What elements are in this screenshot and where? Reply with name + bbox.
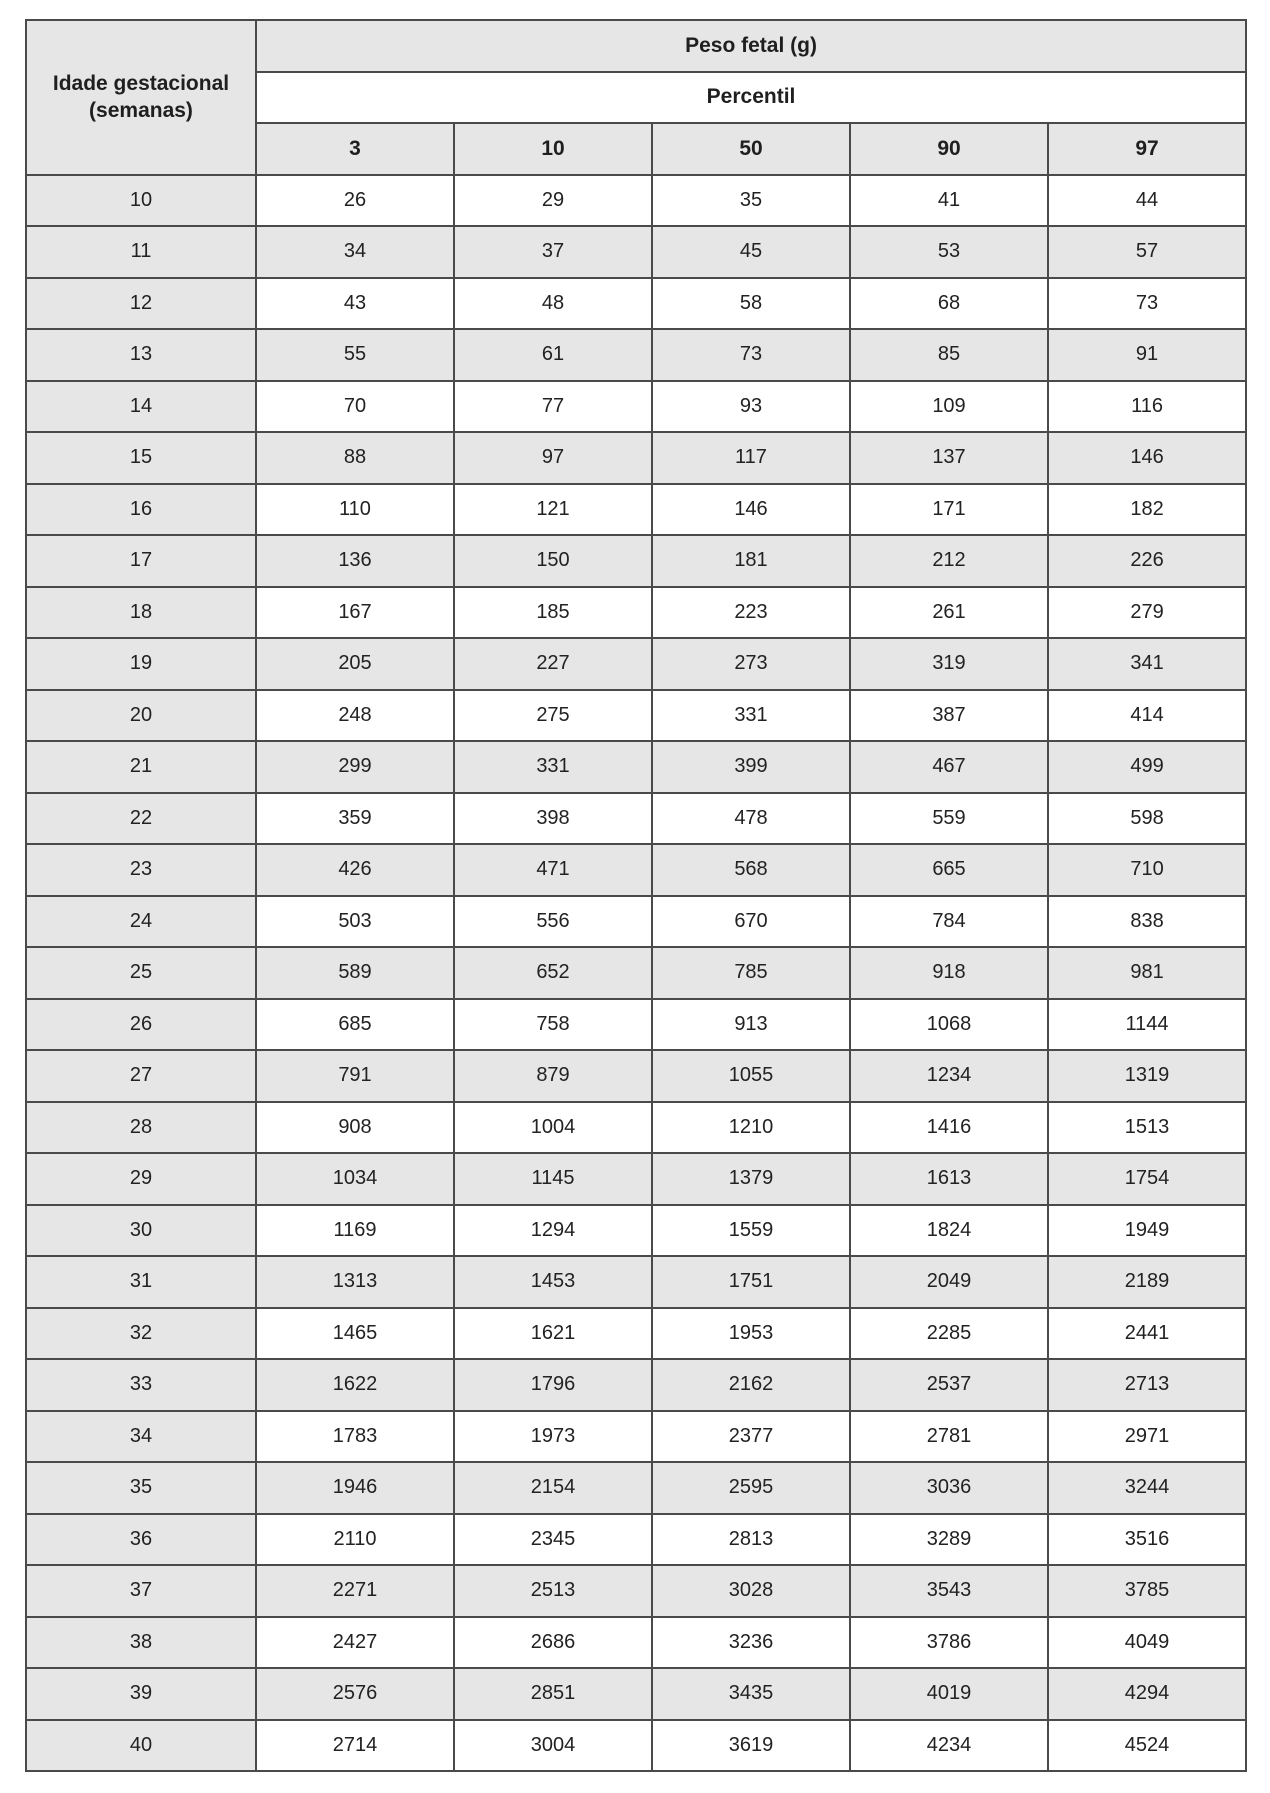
weight-cell-p3: 205 [256,638,454,690]
weight-cell-p10: 471 [454,844,652,896]
weight-cell-p97: 4524 [1048,1720,1246,1772]
gestational-age-header-line1: Idade gestacional [52,71,230,95]
weight-cell-p90: 3543 [850,1565,1048,1617]
weight-cell-p97: 44 [1048,175,1246,227]
gestational-age-cell: 34 [26,1411,256,1463]
percentile-column-header: 97 [1048,123,1246,175]
weight-cell-p3: 26 [256,175,454,227]
weight-cell-p97: 710 [1048,844,1246,896]
weight-cell-p90: 1613 [850,1153,1048,1205]
table-row [26,1565,1246,1617]
table-row [26,1617,1246,1669]
gestational-age-cell: 20 [26,690,256,742]
percentile-column-header: 90 [850,123,1048,175]
gestational-age-header-line2: (semanas) [89,99,193,123]
gestational-age-cell: 11 [26,226,256,278]
gestational-age-cell: 36 [26,1514,256,1566]
weight-cell-p50: 2377 [652,1411,850,1463]
weight-cell-p50: 3619 [652,1720,850,1772]
table-body [26,175,1246,1772]
weight-cell-p50: 785 [652,947,850,999]
weight-cell-p90: 2049 [850,1256,1048,1308]
weight-cell-p97: 57 [1048,226,1246,278]
weight-cell-p90: 2781 [850,1411,1048,1463]
gestational-age-cell: 25 [26,947,256,999]
weight-cell-p3: 167 [256,587,454,639]
weight-cell-p50: 117 [652,432,850,484]
table-row [26,329,1246,381]
weight-cell-p90: 319 [850,638,1048,690]
weight-cell-p97: 4049 [1048,1617,1246,1669]
table-row [26,175,1246,227]
weight-cell-p3: 55 [256,329,454,381]
gestational-age-cell: 39 [26,1668,256,1720]
gestational-age-cell: 22 [26,793,256,845]
weight-cell-p97: 146 [1048,432,1246,484]
weight-cell-p97: 838 [1048,896,1246,948]
table-row [26,638,1246,690]
percentile-header: Percentil [256,72,1246,124]
percentile-column-header: 50 [652,123,850,175]
weight-cell-p50: 58 [652,278,850,330]
percentile-column-header: 10 [454,123,652,175]
weight-cell-p90: 4019 [850,1668,1048,1720]
weight-cell-p50: 478 [652,793,850,845]
gestational-age-cell: 14 [26,381,256,433]
weight-cell-p97: 3244 [1048,1462,1246,1514]
weight-cell-p3: 2271 [256,1565,454,1617]
weight-cell-p90: 918 [850,947,1048,999]
weight-cell-p10: 879 [454,1050,652,1102]
weight-cell-p50: 2162 [652,1359,850,1411]
weight-cell-p3: 1622 [256,1359,454,1411]
weight-cell-p3: 685 [256,999,454,1051]
gestational-age-cell: 10 [26,175,256,227]
gestational-age-cell: 17 [26,535,256,587]
weight-cell-p90: 3786 [850,1617,1048,1669]
weight-cell-p10: 398 [454,793,652,845]
weight-cell-p3: 1034 [256,1153,454,1205]
weight-cell-p90: 387 [850,690,1048,742]
weight-cell-p3: 110 [256,484,454,536]
weight-cell-p10: 121 [454,484,652,536]
weight-cell-p97: 279 [1048,587,1246,639]
table-row [26,690,1246,742]
weight-cell-p10: 29 [454,175,652,227]
gestational-age-cell: 31 [26,1256,256,1308]
table-row [26,1514,1246,1566]
gestational-age-cell: 33 [26,1359,256,1411]
weight-cell-p10: 3004 [454,1720,652,1772]
weight-cell-p10: 1621 [454,1308,652,1360]
table-row [26,535,1246,587]
weight-cell-p97: 1949 [1048,1205,1246,1257]
weight-cell-p10: 1004 [454,1102,652,1154]
weight-cell-p50: 3236 [652,1617,850,1669]
weight-cell-p50: 273 [652,638,850,690]
weight-cell-p50: 1055 [652,1050,850,1102]
weight-cell-p10: 1453 [454,1256,652,1308]
weight-cell-p10: 1973 [454,1411,652,1463]
weight-cell-p97: 116 [1048,381,1246,433]
gestational-age-cell: 12 [26,278,256,330]
table-row [26,432,1246,484]
table-row [26,587,1246,639]
table-row [26,741,1246,793]
table-row [26,1308,1246,1360]
gestational-age-cell: 19 [26,638,256,690]
weight-cell-p10: 1294 [454,1205,652,1257]
table-row [26,1411,1246,1463]
weight-cell-p3: 503 [256,896,454,948]
weight-cell-p3: 1465 [256,1308,454,1360]
gestational-age-cell: 35 [26,1462,256,1514]
weight-cell-p3: 359 [256,793,454,845]
weight-cell-p90: 261 [850,587,1048,639]
gestational-age-cell: 40 [26,1720,256,1772]
weight-cell-p10: 1796 [454,1359,652,1411]
gestational-age-cell: 38 [26,1617,256,1669]
weight-cell-p90: 559 [850,793,1048,845]
weight-cell-p90: 665 [850,844,1048,896]
weight-cell-p10: 758 [454,999,652,1051]
weight-cell-p10: 2686 [454,1617,652,1669]
weight-cell-p10: 97 [454,432,652,484]
weight-cell-p50: 1210 [652,1102,850,1154]
weight-cell-p90: 2537 [850,1359,1048,1411]
weight-cell-p90: 3289 [850,1514,1048,1566]
gestational-age-cell: 26 [26,999,256,1051]
weight-cell-p90: 137 [850,432,1048,484]
weight-cell-p97: 341 [1048,638,1246,690]
weight-cell-p3: 1169 [256,1205,454,1257]
percentile-column-header: 3 [256,123,454,175]
table-row [26,1102,1246,1154]
weight-cell-p50: 45 [652,226,850,278]
table-row [26,278,1246,330]
weight-cell-p90: 1416 [850,1102,1048,1154]
weight-cell-p10: 77 [454,381,652,433]
weight-cell-p50: 670 [652,896,850,948]
weight-cell-p97: 3785 [1048,1565,1246,1617]
weight-cell-p3: 299 [256,741,454,793]
weight-cell-p97: 2189 [1048,1256,1246,1308]
weight-cell-p50: 146 [652,484,850,536]
gestational-age-cell: 28 [26,1102,256,1154]
weight-cell-p97: 499 [1048,741,1246,793]
weight-cell-p90: 1234 [850,1050,1048,1102]
weight-cell-p3: 43 [256,278,454,330]
gestational-age-cell: 27 [26,1050,256,1102]
weight-cell-p50: 2595 [652,1462,850,1514]
weight-cell-p97: 1754 [1048,1153,1246,1205]
table-row [26,381,1246,433]
fetal-weight-table-container [25,19,1245,1772]
weight-cell-p50: 1953 [652,1308,850,1360]
weight-cell-p97: 73 [1048,278,1246,330]
weight-cell-p97: 2713 [1048,1359,1246,1411]
weight-cell-p10: 652 [454,947,652,999]
weight-cell-p90: 53 [850,226,1048,278]
weight-cell-p90: 109 [850,381,1048,433]
weight-cell-p50: 1559 [652,1205,850,1257]
weight-cell-p90: 68 [850,278,1048,330]
weight-cell-p3: 88 [256,432,454,484]
weight-cell-p10: 1145 [454,1153,652,1205]
weight-cell-p90: 1068 [850,999,1048,1051]
weight-cell-p50: 3028 [652,1565,850,1617]
weight-cell-p3: 1313 [256,1256,454,1308]
weight-cell-p97: 414 [1048,690,1246,742]
weight-cell-p90: 171 [850,484,1048,536]
weight-cell-p90: 41 [850,175,1048,227]
weight-cell-p50: 331 [652,690,850,742]
weight-cell-p3: 2714 [256,1720,454,1772]
weight-cell-p90: 85 [850,329,1048,381]
weight-cell-p10: 37 [454,226,652,278]
weight-cell-p97: 4294 [1048,1668,1246,1720]
weight-cell-p97: 1513 [1048,1102,1246,1154]
table-row [26,1359,1246,1411]
weight-cell-p3: 1946 [256,1462,454,1514]
weight-cell-p3: 791 [256,1050,454,1102]
weight-cell-p3: 1783 [256,1411,454,1463]
weight-cell-p50: 35 [652,175,850,227]
weight-cell-p10: 150 [454,535,652,587]
weight-cell-p97: 2441 [1048,1308,1246,1360]
weight-cell-p97: 91 [1048,329,1246,381]
weight-cell-p3: 426 [256,844,454,896]
weight-cell-p90: 4234 [850,1720,1048,1772]
table-row [26,1720,1246,1772]
weight-cell-p50: 913 [652,999,850,1051]
gestational-age-cell: 24 [26,896,256,948]
weight-cell-p50: 3435 [652,1668,850,1720]
weight-cell-p90: 784 [850,896,1048,948]
weight-cell-p50: 2813 [652,1514,850,1566]
weight-cell-p97: 598 [1048,793,1246,845]
weight-cell-p50: 73 [652,329,850,381]
weight-cell-p90: 1824 [850,1205,1048,1257]
gestational-age-cell: 37 [26,1565,256,1617]
table-row [26,226,1246,278]
gestational-age-cell: 16 [26,484,256,536]
weight-cell-p97: 2971 [1048,1411,1246,1463]
weight-cell-p50: 223 [652,587,850,639]
table-row [26,1050,1246,1102]
weight-cell-p50: 399 [652,741,850,793]
weight-cell-p97: 981 [1048,947,1246,999]
weight-cell-p10: 556 [454,896,652,948]
table-row [26,484,1246,536]
table-row [26,1256,1246,1308]
weight-cell-p10: 185 [454,587,652,639]
gestational-age-cell: 13 [26,329,256,381]
weight-cell-p3: 2427 [256,1617,454,1669]
weight-cell-p50: 1751 [652,1256,850,1308]
weight-cell-p97: 226 [1048,535,1246,587]
weight-cell-p90: 2285 [850,1308,1048,1360]
gestational-age-cell: 29 [26,1153,256,1205]
table-row [26,1205,1246,1257]
weight-cell-p10: 2513 [454,1565,652,1617]
gestational-age-cell: 18 [26,587,256,639]
weight-cell-p10: 48 [454,278,652,330]
table-row [26,1153,1246,1205]
weight-cell-p50: 181 [652,535,850,587]
weight-cell-p3: 2110 [256,1514,454,1566]
gestational-age-cell: 32 [26,1308,256,1360]
weight-cell-p50: 93 [652,381,850,433]
table-row [26,896,1246,948]
weight-cell-p3: 248 [256,690,454,742]
gestational-age-cell: 21 [26,741,256,793]
weight-cell-p10: 227 [454,638,652,690]
table-row [26,999,1246,1051]
weight-cell-p10: 2154 [454,1462,652,1514]
weight-cell-p90: 467 [850,741,1048,793]
weight-cell-p3: 34 [256,226,454,278]
weight-cell-p10: 2851 [454,1668,652,1720]
weight-cell-p10: 275 [454,690,652,742]
weight-cell-p97: 182 [1048,484,1246,536]
weight-cell-p90: 3036 [850,1462,1048,1514]
gestational-age-header [26,20,256,175]
weight-cell-p3: 908 [256,1102,454,1154]
weight-cell-p50: 568 [652,844,850,896]
weight-cell-p97: 1319 [1048,1050,1246,1102]
table-row [26,1668,1246,1720]
weight-cell-p3: 136 [256,535,454,587]
weight-cell-p3: 589 [256,947,454,999]
weight-cell-p3: 2576 [256,1668,454,1720]
weight-cell-p10: 2345 [454,1514,652,1566]
weight-cell-p3: 70 [256,381,454,433]
weight-cell-p10: 61 [454,329,652,381]
weight-cell-p97: 3516 [1048,1514,1246,1566]
table-row [26,1462,1246,1514]
fetal-weight-percentile-table [25,19,1247,1772]
gestational-age-cell: 15 [26,432,256,484]
table-row [26,844,1246,896]
weight-cell-p97: 1144 [1048,999,1246,1051]
weight-cell-p50: 1379 [652,1153,850,1205]
gestational-age-cell: 23 [26,844,256,896]
fetal-weight-header: Peso fetal (g) [256,20,1246,72]
gestational-age-cell: 30 [26,1205,256,1257]
weight-cell-p90: 212 [850,535,1048,587]
table-row [26,793,1246,845]
weight-cell-p10: 331 [454,741,652,793]
table-row [26,947,1246,999]
